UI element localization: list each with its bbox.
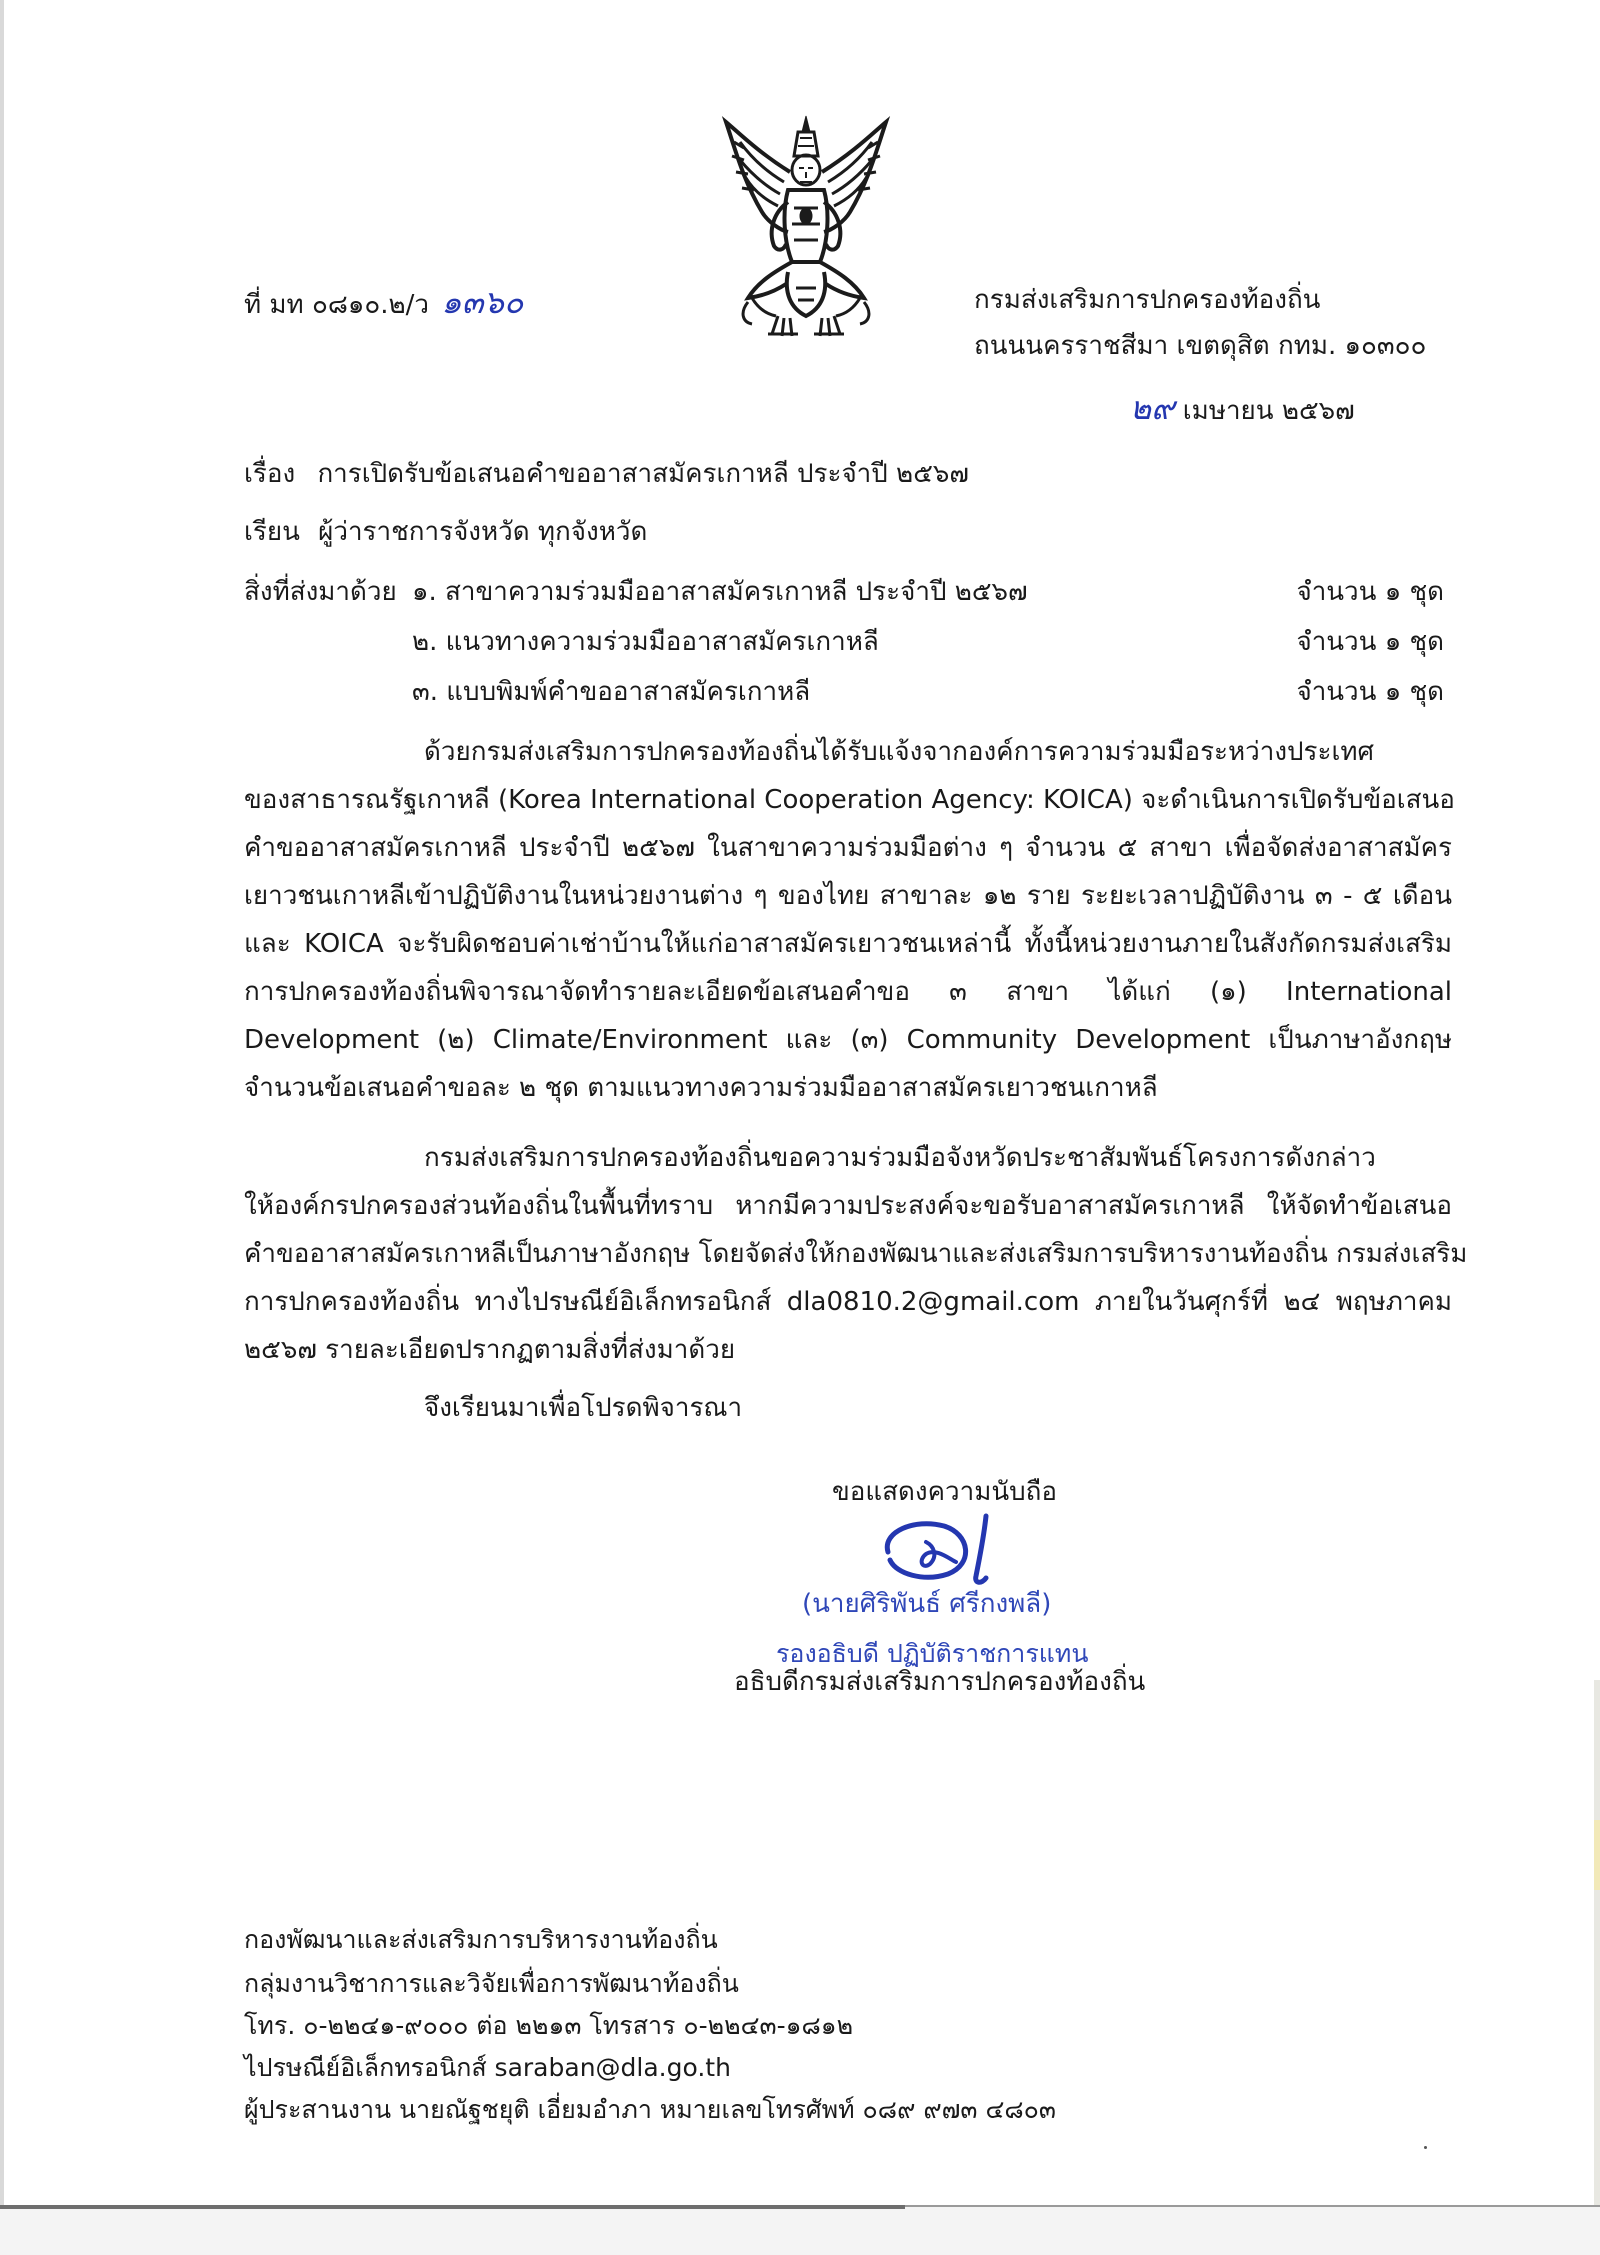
signatory-position: อธิบดีกรมส่งเสริมการปกครองท้องถิ่น [734, 1667, 1146, 1697]
subject-text: การเปิดรับข้อเสนอคำขออาสาสมัครเกาหลี ประจำปี ๒๕๖๗ [317, 459, 969, 489]
letter-date [1130, 390, 1355, 429]
footer-group: กลุ่มงานวิชาการและวิจัยเพื่อการพัฒนาท้องถิ่น [244, 1969, 739, 1998]
paragraph-line: ให้องค์กรปกครองส่วนท้องถิ่นในพื้นที่ทราบ หากมีความประสงค์จะขอรับอาสาสมัครเกาหลี ให้จัดทำข้อเสนอ [244, 1191, 1452, 1221]
body-paragraph-2 [244, 1134, 1468, 1374]
reference-prefix: ที่ มท ๐๘๑๐.๒/ว [244, 290, 430, 320]
attachment-item: ๓. แบบพิมพ์คำขออาสาสมัครเกาหลี [412, 677, 811, 707]
recipient-label: เรียน [244, 517, 300, 547]
paragraph-line: การปกครองท้องถิ่น ทางไปรษณีย์อิเล็กทรอนิกส์ dla0810.2@gmail.com ภายในวันศุกร์ที่ ๒๔ พฤษภาคม [244, 1287, 1452, 1317]
attachment-item: ๒. แนวทางความร่วมมืออาสาสมัครเกาหลี [412, 627, 879, 657]
org-name: กรมส่งเสริมการปกครองท้องถิ่น [974, 285, 1321, 315]
closing-request: จึงเรียนมาเพื่อโปรดพิจารณา [424, 1393, 743, 1423]
paragraph-line: เยาวชนเกาหลีเข้าปฏิบัติงานในหน่วยงานต่าง ๆ ของไทย สาขาละ ๑๒ ราย ระยะเวลาปฏิบัติงาน ๓ - ๕ เดือน [244, 881, 1452, 911]
signatory-name: (นายศิริพันธ์ ศรีกงพลี) [802, 1589, 1052, 1619]
paragraph-line: และ KOICA จะรับผิดชอบค่าเช่าบ้านให้แก่อาสาสมัครเยาวชนเหล่านี้ ทั้งนี้หน่วยงานภายในสังกัดกรมส่งเสริม [244, 929, 1452, 959]
reference-number [244, 284, 523, 323]
scan-bottom-band [0, 2205, 1600, 2255]
handwritten-reference-number: ๑๓๖๐ [441, 283, 524, 321]
footer-division: กองพัฒนาและส่งเสริมการบริหารงานท้องถิ่น [244, 1925, 718, 1954]
paragraph-line: จำนวนข้อเสนอคำขอละ ๒ ชุด ตามแนวทางความร่วมมืออาสาสมัครเยาวชนเกาหลี [244, 1073, 1158, 1103]
paragraph-line: ๒๕๖๗ รายละเอียดปรากฏตามสิ่งที่ส่งมาด้วย [244, 1335, 736, 1365]
attachment-qty: จำนวน ๑ ชุด [1296, 627, 1444, 657]
footer-phone-fax: โทร. ๐-๒๒๔๑-๙๐๐๐ ต่อ ๒๒๑๓ โทรสาร ๐-๒๒๔๓-๑๘๑๒ [244, 2011, 854, 2040]
signatory-acting-position: รองอธิบดี ปฏิบัติราชการแทน [776, 1639, 1089, 1668]
body-paragraph-1 [244, 728, 1455, 1112]
subject-label: เรื่อง [244, 459, 296, 489]
handwritten-signature-icon [874, 1512, 1024, 1592]
paragraph-line: Development (๒) Climate/Environment และ (๓) Community Development เป็นภาษาอังกฤษ [244, 1025, 1452, 1055]
recipient-line [244, 514, 647, 550]
footer-email: ไปรษณีย์อิเล็กทรอนิกส์ saraban@dla.go.th [244, 2053, 731, 2082]
garuda-emblem-icon [718, 112, 894, 342]
scan-edge-tab [1594, 1820, 1600, 1890]
footer-coordinator: ผู้ประสานงาน นายณัฐชยุติ เอี่ยมอำภา หมายเลขโทรศัพท์ ๐๘๙ ๙๗๓ ๔๘๐๓ [244, 2095, 1057, 2124]
scan-speck [1424, 2146, 1427, 2149]
scan-bottom-edge [0, 2205, 905, 2209]
paragraph-line: กรมส่งเสริมการปกครองท้องถิ่นขอความร่วมมือจังหวัดประชาสัมพันธ์โครงการดังกล่าว [424, 1143, 1376, 1173]
closing-salutation: ขอแสดงความนับถือ [832, 1477, 1057, 1507]
scan-edge-right [1594, 1680, 1600, 2240]
recipient-text: ผู้ว่าราชการจังหวัด ทุกจังหวัด [318, 517, 648, 547]
date-month-year: เมษายน ๒๕๖๗ [1182, 396, 1355, 426]
subject-line [244, 456, 969, 492]
attachment-qty: จำนวน ๑ ชุด [1296, 577, 1444, 607]
org-address: ถนนนครราชสีมา เขตดุสิต กทม. ๑๐๓๐๐ [974, 331, 1427, 361]
paragraph-line: ด้วยกรมส่งเสริมการปกครองท้องถิ่นได้รับแจ้งจากองค์การความร่วมมือระหว่างประเทศ [424, 737, 1374, 767]
attachment-qty: จำนวน ๑ ชุด [1296, 677, 1444, 707]
handwritten-date-day: ๒๙ [1130, 389, 1175, 427]
attachments-label: สิ่งที่ส่งมาด้วย [244, 577, 397, 607]
paragraph-line: คำขออาสาสมัครเกาหลี ประจำปี ๒๕๖๗ ในสาขาความร่วมมือต่าง ๆ จำนวน ๕ สาขา เพื่อจัดส่งอาสาสมัคร [244, 833, 1452, 863]
paragraph-line: ของสาธารณรัฐเกาหลี (Korea International Cooperation Agency: KOICA) จะดำเนินการเปิดรับข้อเสนอ [244, 785, 1455, 815]
paragraph-line: การปกครองท้องถิ่นพิจารณาจัดทำรายละเอียดข้อเสนอคำขอ ๓ สาขา ได้แก่ (๑) International [244, 977, 1452, 1007]
scan-edge-left [0, 0, 4, 2253]
paragraph-line: คำขออาสาสมัครเกาหลีเป็นภาษาอังกฤษ โดยจัดส่งให้กองพัฒนาและส่งเสริมการบริหารงานท้องถิ่น กรมส่งเสริม [244, 1239, 1468, 1269]
attachment-item: ๑. สาขาความร่วมมืออาสาสมัครเกาหลี ประจำปี ๒๕๖๗ [412, 577, 1028, 607]
